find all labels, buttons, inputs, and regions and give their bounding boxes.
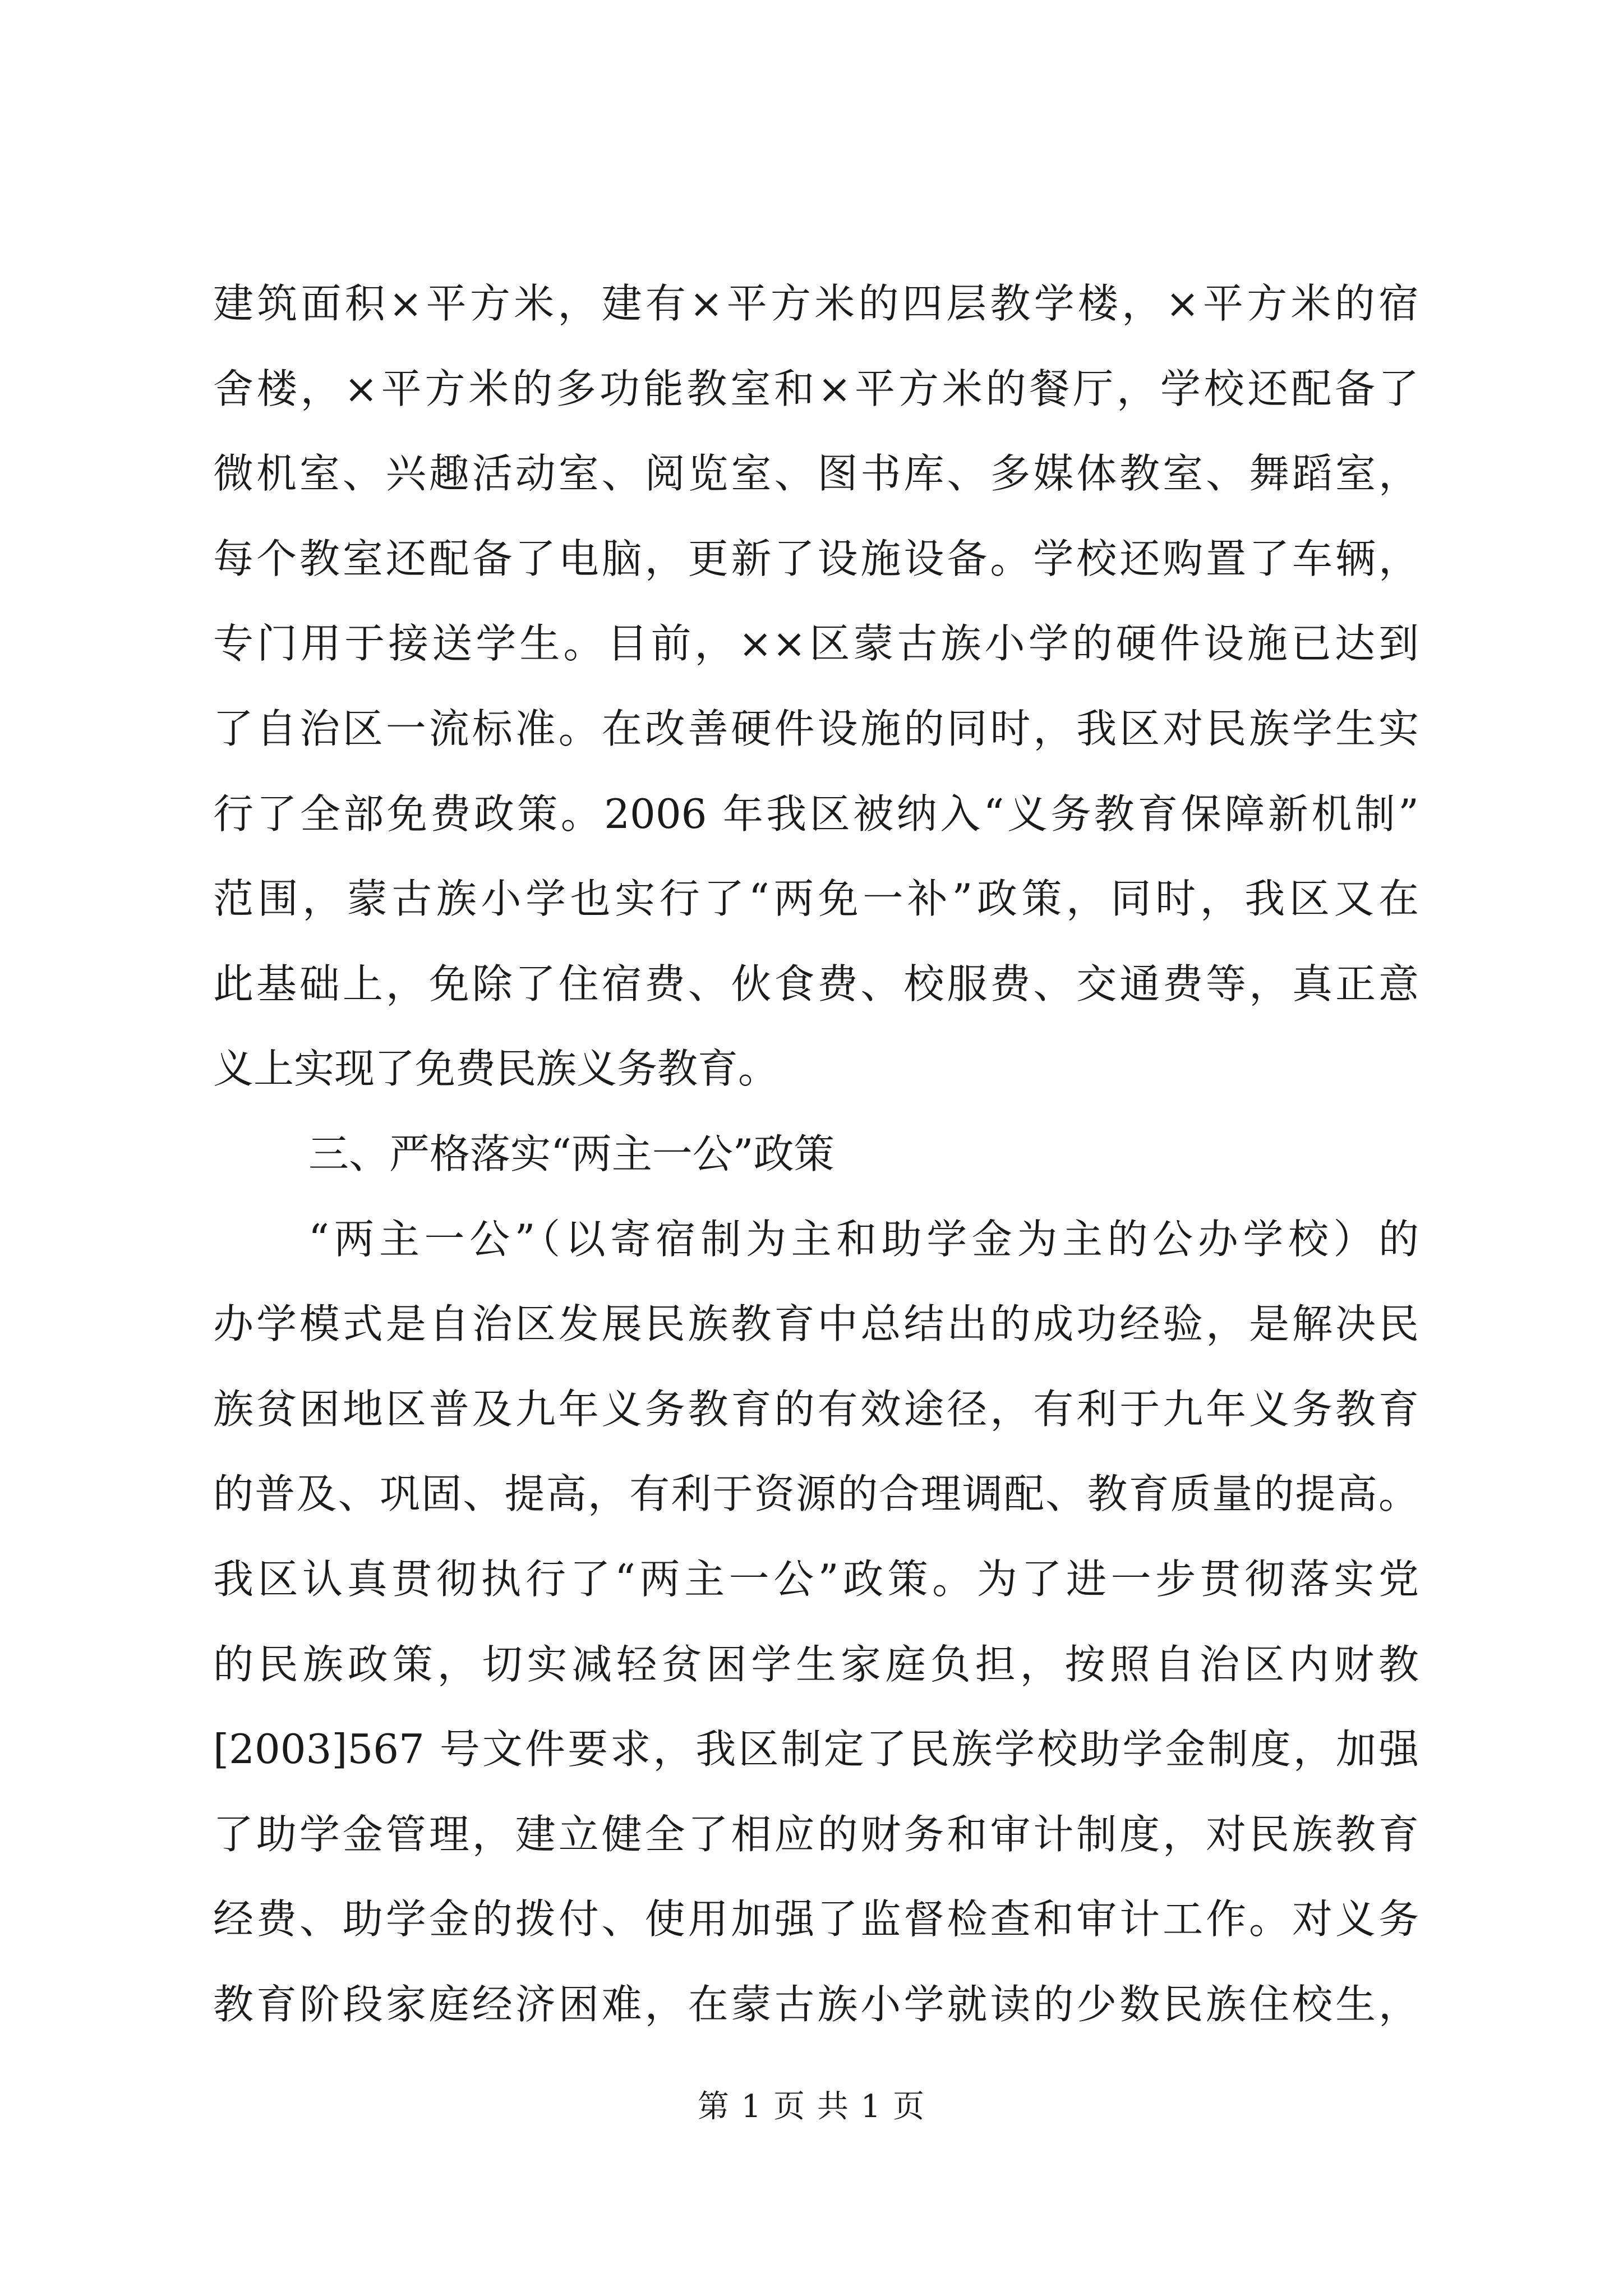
- page-footer: [0, 2085, 1623, 2129]
- paragraph-line: 此基础上，免除了住宿费、伙食费、校服费、交通费等，真正意: [213, 960, 1419, 1007]
- paragraph-line: “两主一公”（以寄宿制为主和助学金为主的公办学校）的: [308, 1215, 1419, 1263]
- page-number-label: 第 1 页 共 1 页: [697, 2088, 926, 2125]
- paragraph-line: 范围，蒙古族小学也实行了“两免一补”政策，同时，我区又在: [213, 875, 1419, 923]
- paragraph-line: 经费、助学金的拨付、使用加强了监督检查和审计工作。对义务: [213, 1895, 1419, 1943]
- paragraph-line: [2003]567 号文件要求，我区制定了民族学校助学金制度，加强: [213, 1726, 1419, 1773]
- document-body: [213, 261, 1419, 2047]
- paragraph-line: 专门用于接送学生。目前，××区蒙古族小学的硬件设施已达到: [213, 620, 1419, 668]
- paragraph-line: 的普及、巩固、提高，有利于资源的合理调配、教育质量的提高。: [213, 1470, 1419, 1518]
- paragraph-line: 族贫困地区普及九年义务教育的有效途径，有利于九年义务教育: [213, 1385, 1419, 1433]
- paragraph-line: 每个教室还配备了电脑，更新了设施设备。学校还购置了车辆，: [213, 535, 1419, 582]
- paragraph-line: 教育阶段家庭经济困难，在蒙古族小学就读的少数民族住校生，: [213, 1980, 1419, 2028]
- paragraph-line: 建筑面积×平方米，建有×平方米的四层教学楼，×平方米的宿: [213, 280, 1419, 327]
- paragraph-line: 义上实现了免费民族义务教育。: [213, 1045, 779, 1093]
- paragraph-line: 的民族政策，切实减轻贫困学生家庭负担，按照自治区内财教: [213, 1640, 1419, 1688]
- paragraph-line: 我区认真贯彻执行了“两主一公”政策。为了进一步贯彻落实党: [213, 1555, 1419, 1603]
- paragraph-line: 办学模式是自治区发展民族教育中总结出的成功经验，是解决民: [213, 1300, 1419, 1348]
- paragraph-line: 微机室、兴趣活动室、阅览室、图书库、多媒体教室、舞蹈室，: [213, 450, 1419, 498]
- paragraph-line: 了自治区一流标准。在改善硬件设施的同时，我区对民族学生实: [213, 705, 1419, 752]
- paragraph-line: 了助学金管理，建立健全了相应的财务和审计制度，对民族教育: [213, 1810, 1419, 1858]
- section-heading: 三、严格落实“两主一公”政策: [308, 1130, 834, 1177]
- paragraph-line: 舍楼，×平方米的多功能教室和×平方米的餐厅，学校还配备了: [213, 365, 1419, 412]
- paragraph-line: 行了全部免费政策。2006 年我区被纳入“义务教育保障新机制”: [213, 790, 1419, 838]
